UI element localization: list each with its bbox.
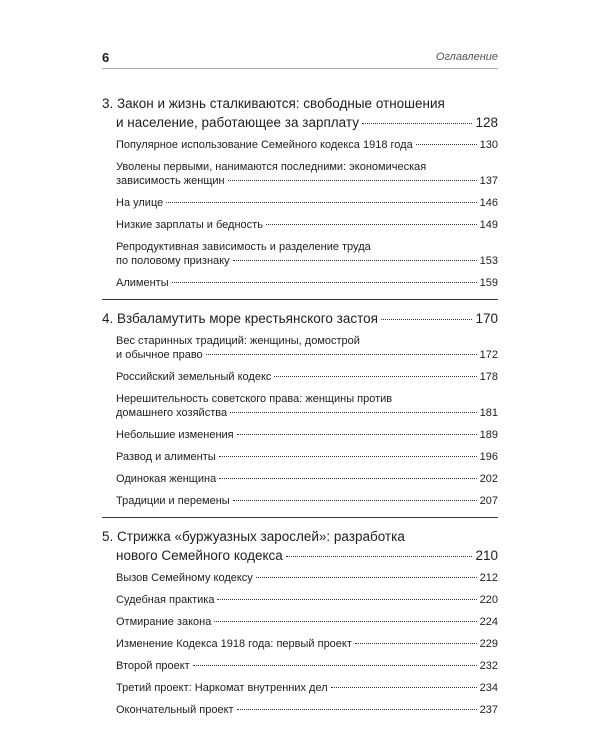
toc-item-row	[116, 370, 498, 384]
toc-item-page-ref: 149	[479, 219, 498, 231]
toc-item-row	[116, 472, 498, 486]
chapter-title-line2: нового Семейного кодекса	[116, 548, 283, 563]
toc-item-text: Традиции и перемены	[116, 495, 230, 507]
toc-item	[102, 703, 498, 717]
toc-item-page-ref: 172	[479, 349, 498, 361]
toc-item-page-ref: 189	[479, 429, 498, 441]
toc-item-row	[116, 218, 498, 232]
toc-item-page-ref: 224	[479, 616, 498, 628]
toc-item-text: зависимость женщин	[116, 175, 225, 187]
toc-item-text: Судебная практика	[116, 594, 215, 606]
dot-leader	[206, 354, 477, 355]
toc-item-text: На улице	[116, 197, 164, 209]
toc-item-line1: Нерешительность советского права: женщины против	[116, 393, 393, 405]
dot-leader	[219, 456, 477, 457]
chapter-title	[102, 94, 498, 132]
toc-item	[102, 659, 498, 673]
toc-item-page-ref: 237	[479, 704, 498, 716]
chapter-title-row	[102, 546, 498, 565]
toc-item	[102, 334, 498, 362]
toc-item-text: Низкие зарплаты и бедность	[116, 219, 263, 231]
toc-item-text: Развод и алименты	[116, 451, 216, 463]
toc-item-text: Изменение Кодекса 1918 года: первый проект	[116, 638, 352, 650]
toc-item-row	[116, 196, 498, 210]
dot-leader	[233, 500, 477, 501]
chapter-title-row	[102, 113, 498, 132]
toc-item-page-ref: 207	[479, 495, 498, 507]
dot-leader	[166, 202, 476, 203]
toc-item-page-ref: 146	[479, 197, 498, 209]
toc-item-text: Одинокая женщина	[116, 473, 217, 485]
chapter-title-line2: и население, работающее за зарплату	[116, 115, 359, 130]
toc-item-page-ref: 202	[479, 473, 498, 485]
dot-leader	[416, 144, 477, 145]
toc-item	[102, 472, 498, 486]
chapter-page-ref: 210	[475, 548, 498, 563]
toc-item-line1: Уволены первыми, нанимаются последними: экономическая	[116, 161, 427, 173]
dot-leader	[228, 180, 477, 181]
toc-item-text: Российский земельный кодекс	[116, 371, 272, 383]
toc-item	[102, 428, 498, 442]
dot-leader	[193, 665, 477, 666]
toc-item	[102, 138, 498, 152]
dot-leader	[381, 319, 473, 320]
toc-item-page-ref: 234	[479, 682, 498, 694]
table-of-contents	[102, 94, 498, 725]
toc-item	[102, 637, 498, 651]
dot-leader	[266, 224, 477, 225]
toc-item-page-ref: 232	[479, 660, 498, 672]
toc-item-row	[116, 593, 498, 607]
toc-item	[102, 196, 498, 210]
dot-leader	[233, 260, 477, 261]
toc-item	[102, 160, 498, 188]
toc-item-text: Небольшие изменения	[116, 429, 234, 441]
toc-item-text: по половому признаку	[116, 255, 230, 267]
toc-item	[102, 450, 498, 464]
toc-item-text: Отмирание закона	[116, 616, 212, 628]
toc-item	[102, 276, 498, 290]
toc-item-text: домашнего хозяйства	[116, 407, 228, 419]
chapter-title	[102, 527, 498, 565]
toc-chapter	[102, 94, 498, 290]
dot-leader	[256, 577, 477, 578]
toc-item	[102, 494, 498, 508]
toc-item	[102, 392, 498, 420]
dot-leader	[331, 687, 477, 688]
chapter-page-ref: 128	[475, 115, 498, 130]
toc-item	[102, 593, 498, 607]
page-number: 6	[102, 50, 110, 65]
toc-item	[102, 571, 498, 585]
dot-leader	[274, 376, 476, 377]
toc-item-row	[116, 637, 498, 651]
dot-leader	[230, 412, 477, 413]
toc-item-page-ref: 196	[479, 451, 498, 463]
toc-item-text: Алименты	[116, 277, 169, 289]
toc-item-page-ref: 212	[479, 572, 498, 584]
toc-item-page-ref: 178	[479, 371, 498, 383]
toc-item-text: Третий проект: Наркомат внутренних дел	[116, 682, 328, 694]
toc-item-line1: Вес старинных традиций: женщины, домострой	[116, 335, 360, 347]
toc-item-row	[116, 406, 498, 420]
chapter-title-line1: 3. Закон и жизнь сталкиваются: свободные отношения	[102, 96, 445, 111]
toc-item	[102, 218, 498, 232]
toc-item-text: и обычное право	[116, 349, 203, 361]
toc-item-row	[116, 276, 498, 290]
toc-chapter	[102, 517, 498, 717]
chapter-title-line1: 5. Стрижка «буржуазных зарослей»: разработка	[102, 529, 405, 544]
page-header	[102, 50, 498, 70]
toc-item-page-ref: 130	[479, 139, 498, 151]
toc-item-row	[116, 659, 498, 673]
toc-item	[102, 240, 498, 268]
toc-item-page-ref: 153	[479, 255, 498, 267]
toc-item-row	[116, 174, 498, 188]
chapter-title-line2: 4. Взбаламутить море крестьянского застоя	[102, 311, 378, 326]
toc-item	[102, 615, 498, 629]
toc-chapter	[102, 299, 498, 508]
toc-item-page-ref: 181	[479, 407, 498, 419]
dot-leader	[219, 478, 476, 479]
dot-leader	[362, 123, 473, 124]
dot-leader	[237, 434, 477, 435]
chapter-page-ref: 170	[475, 311, 498, 326]
toc-item	[102, 681, 498, 695]
toc-item-page-ref: 220	[479, 594, 498, 606]
dot-leader	[214, 621, 476, 622]
dot-leader	[286, 556, 473, 557]
toc-item-row	[116, 254, 498, 268]
dot-leader	[172, 282, 477, 283]
toc-item-row	[116, 615, 498, 629]
toc-item-page-ref: 137	[479, 175, 498, 187]
toc-item-row	[116, 348, 498, 362]
toc-item-page-ref: 159	[479, 277, 498, 289]
toc-item-text: Окончательный проект	[116, 704, 234, 716]
dot-leader	[237, 709, 477, 710]
dot-leader	[355, 643, 477, 644]
chapter-title-row	[102, 309, 498, 328]
toc-item-text: Второй проект	[116, 660, 190, 672]
toc-item-text: Популярное использование Семейного кодекса 1918 года	[116, 139, 413, 151]
chapter-title	[102, 309, 498, 328]
toc-item-row	[116, 703, 498, 717]
toc-item-row	[116, 138, 498, 152]
header-rule	[102, 68, 498, 69]
toc-item-text: Вызов Семейному кодексу	[116, 572, 253, 584]
toc-item-row	[116, 450, 498, 464]
toc-item-row	[116, 494, 498, 508]
running-title: Оглавление	[435, 51, 498, 63]
toc-item	[102, 370, 498, 384]
toc-item-row	[116, 428, 498, 442]
toc-item-row	[116, 571, 498, 585]
toc-item-row	[116, 681, 498, 695]
dot-leader	[217, 599, 476, 600]
toc-item-page-ref: 229	[479, 638, 498, 650]
toc-item-line1: Репродуктивная зависимость и разделение труда	[116, 241, 371, 253]
